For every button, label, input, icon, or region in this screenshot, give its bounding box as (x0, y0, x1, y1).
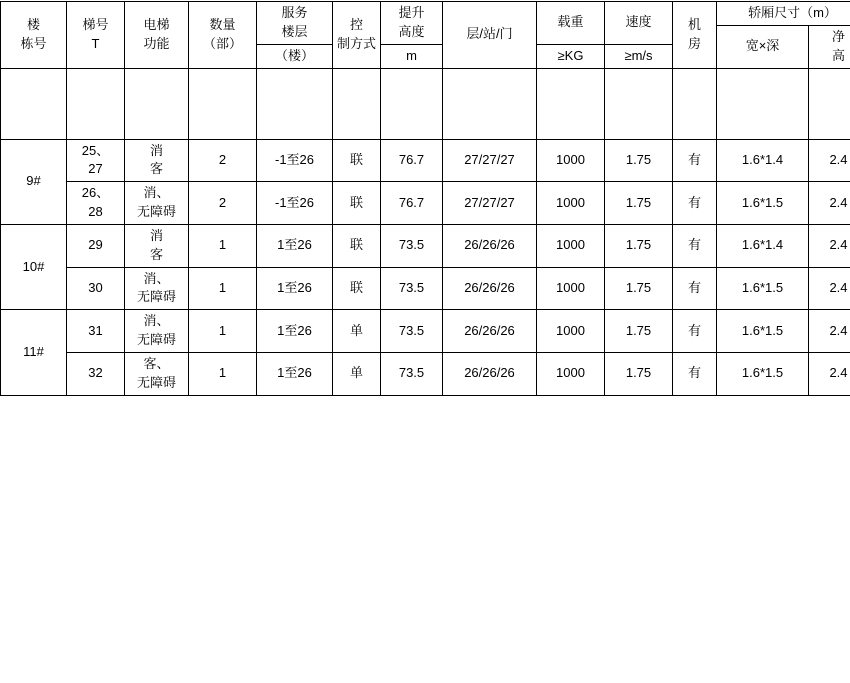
blank-cell (67, 68, 125, 139)
table-row (1, 182, 850, 225)
table-row (1, 310, 850, 353)
blank-cell (1, 68, 67, 139)
blank-cell (537, 68, 605, 139)
blank-cell (189, 68, 257, 139)
blank-cell (717, 68, 809, 139)
blank-cell (443, 68, 537, 139)
cell-floors: 27/27/27 (443, 182, 537, 225)
cell-control: 单 (333, 352, 381, 395)
cell-machine-room: 有 (673, 182, 717, 225)
cell-lift-height: 76.7 (381, 182, 443, 225)
cell-car-height: 2.4 (809, 310, 850, 353)
header-floors-stops-doors: 层/站/门 (443, 2, 537, 69)
cell-load: 1000 (537, 224, 605, 267)
blank-cell (605, 68, 673, 139)
cell-car-wd: 1.6*1.5 (717, 352, 809, 395)
cell-quantity: 2 (189, 139, 257, 182)
cell-quantity: 1 (189, 352, 257, 395)
cell-load: 1000 (537, 352, 605, 395)
cell-car-wd: 1.6*1.5 (717, 182, 809, 225)
cell-control: 联 (333, 224, 381, 267)
cell-elevator-no: 29 (67, 224, 125, 267)
cell-car-wd: 1.6*1.5 (717, 267, 809, 310)
cell-floors: 26/26/26 (443, 352, 537, 395)
cell-function: 消、 无障碍 (125, 310, 189, 353)
cell-car-height: 2.4 (809, 267, 850, 310)
cell-car-height: 2.4 (809, 139, 850, 182)
elevator-spec-table (0, 1, 850, 396)
header-car-net-height: 净 高 (809, 25, 850, 68)
header-lift-height: 提升 高度 (381, 2, 443, 45)
cell-speed: 1.75 (605, 267, 673, 310)
cell-building-no: 9# (1, 139, 67, 224)
cell-function: 客、 无障碍 (125, 352, 189, 395)
header-building-no: 楼 栋号 (1, 2, 67, 69)
cell-function: 消 客 (125, 139, 189, 182)
cell-floors: 27/27/27 (443, 139, 537, 182)
cell-service-floor: -1至26 (257, 139, 333, 182)
header-speed-unit: ≥m/s (605, 44, 673, 68)
cell-lift-height: 73.5 (381, 352, 443, 395)
cell-car-wd: 1.6*1.4 (717, 224, 809, 267)
cell-machine-room: 有 (673, 352, 717, 395)
table-row (1, 352, 850, 395)
cell-function: 消 客 (125, 224, 189, 267)
blank-cell (673, 68, 717, 139)
cell-floors: 26/26/26 (443, 310, 537, 353)
cell-speed: 1.75 (605, 224, 673, 267)
header-car-width-depth: 宽×深 (717, 25, 809, 68)
cell-speed: 1.75 (605, 310, 673, 353)
cell-quantity: 1 (189, 310, 257, 353)
elevator-spec-sheet (0, 1, 850, 683)
cell-machine-room: 有 (673, 310, 717, 353)
header-load: 载重 (537, 2, 605, 45)
cell-load: 1000 (537, 182, 605, 225)
blank-cell (333, 68, 381, 139)
cell-machine-room: 有 (673, 139, 717, 182)
header-lift-height-unit: m (381, 44, 443, 68)
header-quantity: 数量 （部） (189, 2, 257, 69)
cell-lift-height: 73.5 (381, 310, 443, 353)
cell-car-wd: 1.6*1.5 (717, 310, 809, 353)
blank-cell (257, 68, 333, 139)
cell-elevator-no: 26、 28 (67, 182, 125, 225)
header-load-unit: ≥KG (537, 44, 605, 68)
cell-lift-height: 76.7 (381, 139, 443, 182)
cell-quantity: 1 (189, 267, 257, 310)
cell-service-floor: 1至26 (257, 352, 333, 395)
cell-car-height: 2.4 (809, 224, 850, 267)
cell-car-wd: 1.6*1.4 (717, 139, 809, 182)
cell-function: 消、 无障碍 (125, 182, 189, 225)
cell-elevator-no: 31 (67, 310, 125, 353)
blank-cell (125, 68, 189, 139)
cell-building-no: 10# (1, 224, 67, 309)
cell-service-floor: 1至26 (257, 224, 333, 267)
cell-elevator-no: 32 (67, 352, 125, 395)
table-blank-row (1, 68, 850, 139)
cell-control: 联 (333, 182, 381, 225)
header-speed: 速度 (605, 2, 673, 45)
header-elevator-function: 电梯 功能 (125, 2, 189, 69)
cell-speed: 1.75 (605, 139, 673, 182)
cell-service-floor: 1至26 (257, 267, 333, 310)
cell-control: 联 (333, 267, 381, 310)
cell-lift-height: 73.5 (381, 224, 443, 267)
blank-cell (809, 68, 850, 139)
cell-function: 消、 无障碍 (125, 267, 189, 310)
cell-floors: 26/26/26 (443, 224, 537, 267)
cell-elevator-no: 25、 27 (67, 139, 125, 182)
header-service-floor: 服务 楼层 (257, 2, 333, 45)
cell-load: 1000 (537, 139, 605, 182)
header-car-size: 轿厢尺寸（m） (717, 2, 850, 26)
cell-speed: 1.75 (605, 352, 673, 395)
table-header-row-1 (1, 2, 850, 26)
cell-control: 单 (333, 310, 381, 353)
cell-floors: 26/26/26 (443, 267, 537, 310)
table-row (1, 267, 850, 310)
table-row (1, 139, 850, 182)
cell-car-height: 2.4 (809, 182, 850, 225)
cell-load: 1000 (537, 310, 605, 353)
cell-lift-height: 73.5 (381, 267, 443, 310)
cell-machine-room: 有 (673, 267, 717, 310)
header-machine-room: 机 房 (673, 2, 717, 69)
cell-speed: 1.75 (605, 182, 673, 225)
blank-cell (381, 68, 443, 139)
header-elevator-no: 梯号 T (67, 2, 125, 69)
header-service-floor-unit: （楼） (257, 44, 333, 68)
header-control-mode: 控 制方式 (333, 2, 381, 69)
cell-quantity: 1 (189, 224, 257, 267)
cell-service-floor: 1至26 (257, 310, 333, 353)
cell-control: 联 (333, 139, 381, 182)
cell-machine-room: 有 (673, 224, 717, 267)
cell-service-floor: -1至26 (257, 182, 333, 225)
table-row (1, 224, 850, 267)
cell-elevator-no: 30 (67, 267, 125, 310)
cell-quantity: 2 (189, 182, 257, 225)
cell-load: 1000 (537, 267, 605, 310)
cell-car-height: 2.4 (809, 352, 850, 395)
cell-building-no: 11# (1, 310, 67, 395)
